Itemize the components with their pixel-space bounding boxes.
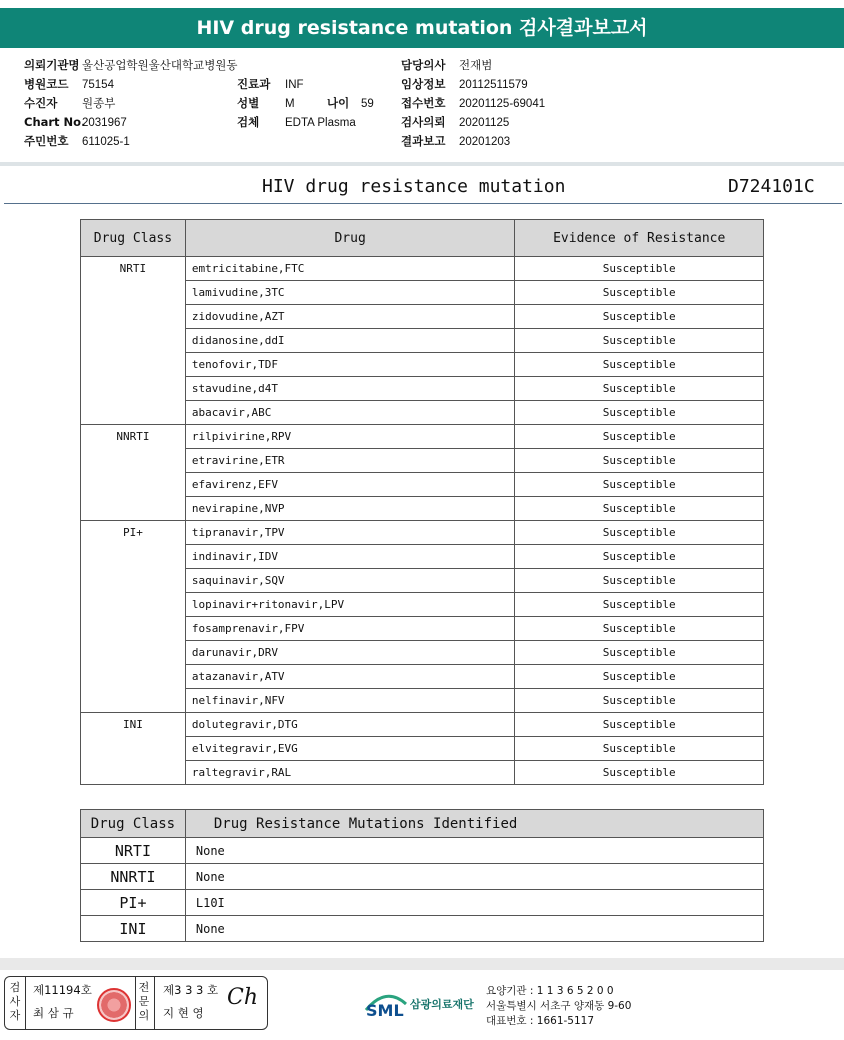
heading-underline: [4, 203, 842, 204]
info-row: [24, 56, 238, 75]
bottom-separator: [0, 958, 844, 970]
evidence-cell: Susceptible: [515, 425, 764, 449]
handwritten-signature: Ch: [227, 985, 259, 1010]
drug-cell: lamivudine,3TC: [185, 281, 515, 305]
info-value: 2031967: [82, 117, 127, 129]
col-header-mutations: Drug Resistance Mutations Identified: [185, 810, 763, 838]
evidence-cell: Susceptible: [515, 449, 764, 473]
drug-cell: elvitegravir,EVG: [185, 737, 515, 761]
drug-cell: abacavir,ABC: [185, 401, 515, 425]
drug-cell: didanosine,ddI: [185, 329, 515, 353]
contact-info: [486, 984, 631, 1029]
drug-cell: lopinavir+ritonavir,LPV: [185, 593, 515, 617]
col-header-evidence: Evidence of Resistance: [515, 220, 764, 257]
table-row: [81, 257, 764, 281]
sml-logo: [364, 988, 408, 1024]
evidence-cell: Susceptible: [515, 257, 764, 281]
evidence-cell: Susceptible: [515, 401, 764, 425]
evidence-cell: Susceptible: [515, 593, 764, 617]
evidence-cell: Susceptible: [515, 377, 764, 401]
drug-class-cell: INI: [81, 713, 186, 785]
table-row: [81, 916, 764, 942]
patient-info-right: [401, 56, 545, 151]
drug-class-cell: INI: [81, 916, 186, 942]
mutation-cell: L10I: [185, 890, 763, 916]
evidence-cell: Susceptible: [515, 353, 764, 377]
specimen-label: 검체: [237, 115, 260, 129]
dept-label: 진료과: [237, 77, 271, 91]
specimen-value: EDTA Plasma: [285, 117, 356, 129]
drug-class-cell: NRTI: [81, 838, 186, 864]
info-label: Chart No.: [24, 115, 86, 129]
drug-cell: emtricitabine,FTC: [185, 257, 515, 281]
info-row: [24, 132, 238, 151]
info-label: 의뢰기관명: [24, 58, 80, 72]
evidence-cell: Susceptible: [515, 713, 764, 737]
drug-cell: nevirapine,NVP: [185, 497, 515, 521]
specialist-name: 지 현 영: [163, 1006, 204, 1020]
evidence-cell: Susceptible: [515, 281, 764, 305]
drug-cell: nelfinavir,NFV: [185, 689, 515, 713]
report-heading: HIV drug resistance mutation: [262, 176, 566, 197]
table-row: [81, 864, 764, 890]
drug-cell: darunavir,DRV: [185, 641, 515, 665]
drug-cell: saquinavir,SQV: [185, 569, 515, 593]
info-value: 20112511579: [459, 79, 528, 91]
dept-value: INF: [285, 79, 304, 91]
examiner-number: 제11194호: [33, 983, 92, 997]
info-row: [401, 132, 545, 151]
evidence-cell: Susceptible: [515, 545, 764, 569]
drug-cell: efavirenz,EFV: [185, 473, 515, 497]
evidence-cell: Susceptible: [515, 329, 764, 353]
mutation-table: [80, 809, 764, 942]
col-header-drug-class: Drug Class: [81, 220, 186, 257]
evidence-cell: Susceptible: [515, 617, 764, 641]
table-row: [81, 890, 764, 916]
drug-class-cell: PI+: [81, 521, 186, 713]
table-row: [81, 425, 764, 449]
drug-cell: fosamprenavir,FPV: [185, 617, 515, 641]
drug-class-cell: NNRTI: [81, 425, 186, 521]
examiner-role: 검 사 자: [9, 981, 21, 1022]
evidence-cell: Susceptible: [515, 497, 764, 521]
drug-cell: atazanavir,ATV: [185, 665, 515, 689]
info-value: 전재범: [459, 60, 493, 72]
mutation-cell: None: [185, 864, 763, 890]
info-label: 검사의뢰: [401, 115, 446, 129]
drug-cell: indinavir,IDV: [185, 545, 515, 569]
info-row: [401, 113, 545, 132]
evidence-cell: Susceptible: [515, 521, 764, 545]
info-row: [401, 56, 545, 75]
report-code: D724101C: [728, 176, 815, 197]
drug-cell: raltegravir,RAL: [185, 761, 515, 785]
age-label: 나이: [327, 96, 350, 110]
svg-text:SML: SML: [366, 1001, 404, 1020]
contact-address: 서울특별시 서초구 양재동 9-60: [486, 1000, 632, 1012]
drug-cell: stavudine,d4T: [185, 377, 515, 401]
info-label: 임상정보: [401, 77, 446, 91]
info-label: 주민번호: [24, 134, 69, 148]
table-row: [81, 521, 764, 545]
info-value: 20201125-69041: [459, 98, 546, 110]
evidence-cell: Susceptible: [515, 305, 764, 329]
info-label: 결과보고: [401, 134, 446, 148]
info-label: 접수번호: [401, 96, 446, 110]
foundation-name: 삼광의료재단: [410, 998, 474, 1011]
sex-label: 성별: [237, 96, 260, 110]
table-row: [81, 838, 764, 864]
info-label: 수진자: [24, 96, 58, 110]
info-value: 611025-1: [82, 136, 130, 148]
info-value: 원종부: [82, 98, 116, 110]
mutation-cell: None: [185, 916, 763, 942]
contact-code: 요양기관 : 1 1 3 6 5 2 0 0: [486, 985, 614, 997]
patient-info-middle: [237, 75, 374, 132]
info-value: 20201203: [459, 136, 511, 148]
drug-cell: tenofovir,TDF: [185, 353, 515, 377]
drug-class-cell: PI+: [81, 890, 186, 916]
table-row: [81, 713, 764, 737]
drug-cell: rilpivirine,RPV: [185, 425, 515, 449]
col-header-drug-class: Drug Class: [81, 810, 186, 838]
evidence-cell: Susceptible: [515, 761, 764, 785]
info-row: [24, 113, 238, 132]
specialist-number: 제3 3 3 호: [163, 983, 219, 997]
signature-box: [4, 976, 268, 1030]
contact-phone: 대표번호 : 1661-5117: [486, 1015, 595, 1027]
info-value: 75154: [82, 79, 114, 91]
report-title-bar: HIV drug resistance mutation 검사결과보고서: [0, 8, 844, 48]
info-label: 담당의사: [401, 58, 446, 72]
evidence-cell: Susceptible: [515, 737, 764, 761]
info-value: 20201125: [459, 117, 510, 129]
col-header-drug: Drug: [185, 220, 515, 257]
drug-cell: tipranavir,TPV: [185, 521, 515, 545]
info-row: [401, 75, 545, 94]
sex-value: M: [285, 98, 295, 110]
patient-info-left: [24, 56, 238, 151]
mutation-cell: None: [185, 838, 763, 864]
evidence-cell: Susceptible: [515, 641, 764, 665]
info-label: 병원코드: [24, 77, 69, 91]
resistance-table: [80, 219, 764, 785]
evidence-cell: Susceptible: [515, 689, 764, 713]
specialist-role: 전 문 의: [138, 981, 150, 1022]
info-value: 울산공업학원울산대학교병원동: [82, 60, 238, 72]
drug-class-cell: NRTI: [81, 257, 186, 425]
info-row: [24, 94, 238, 113]
evidence-cell: Susceptible: [515, 473, 764, 497]
info-row: [401, 94, 545, 113]
drug-cell: etravirine,ETR: [185, 449, 515, 473]
evidence-cell: Susceptible: [515, 569, 764, 593]
drug-class-cell: NNRTI: [81, 864, 186, 890]
drug-cell: zidovudine,AZT: [185, 305, 515, 329]
info-row: [24, 75, 238, 94]
official-seal: [97, 988, 131, 1022]
age-value: 59: [361, 98, 374, 110]
drug-cell: dolutegravir,DTG: [185, 713, 515, 737]
evidence-cell: Susceptible: [515, 665, 764, 689]
top-separator: [0, 162, 844, 166]
examiner-name: 최 삼 규: [33, 1006, 74, 1020]
